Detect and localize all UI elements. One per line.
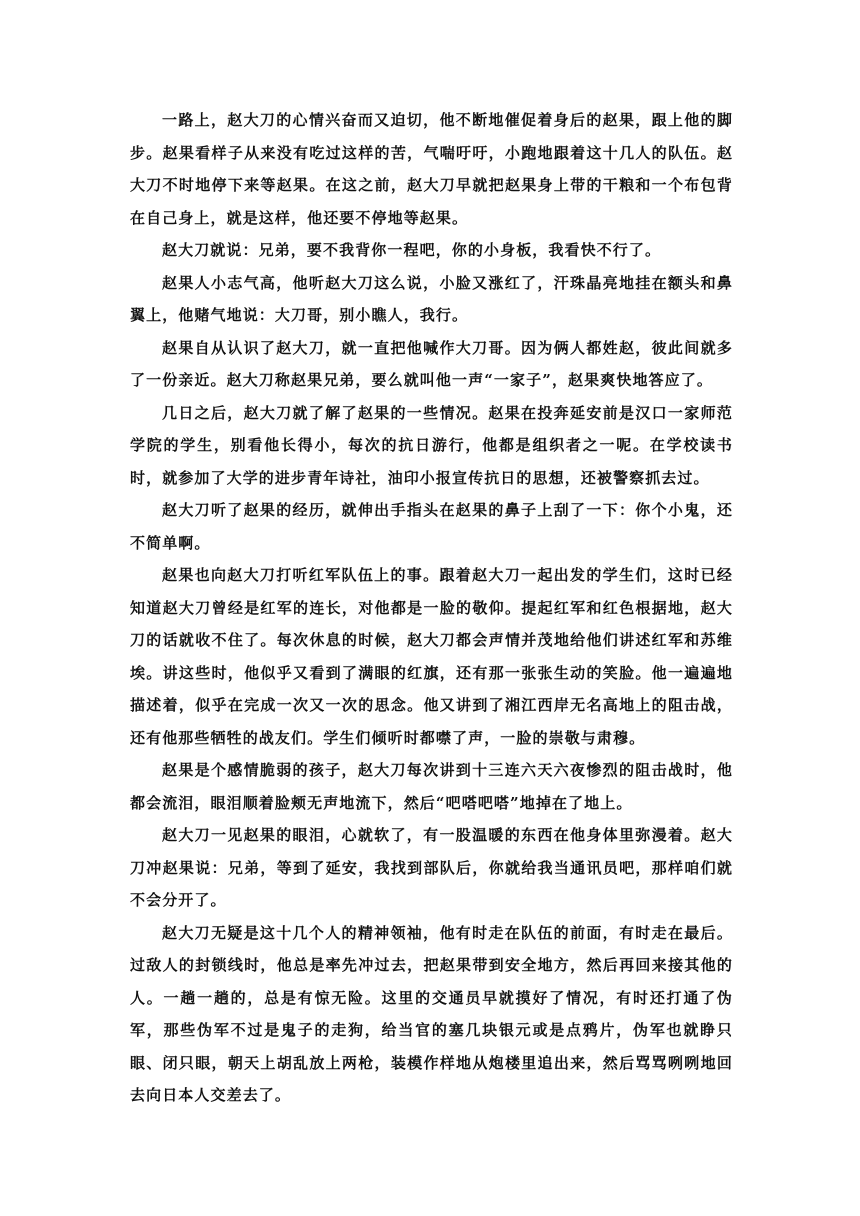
paragraph-7: 赵果也向赵大刀打听红军队伍上的事。跟着赵大刀一起出发的学生们，这时已经知道赵大刀曾经是红军的连长，对他都是一脸的敬仰。提起红军和红色根据地，赵大刀的话就收不住了。每次休息的时候，赵大刀都会声情并茂地给他们讲述红军和苏维埃。讲这些时，他似乎又看到了满眼的红旗，还有那一张张生动的笑脸。他一遍遍地描述着，似乎在完成一次又一次的思念。他又讲到了湘江西岸无名高地上的阻击战，还有他那些牺牲的战友们。学生们倾听时都噤了声，一脸的崇敬与肃穆。 xyxy=(130,566,733,747)
document-page xyxy=(130,104,733,1112)
paragraph-3: 赵果人小志气高，他听赵大刀这么说，小脸又涨红了，汗珠晶亮地挂在额头和鼻翼上，他赌气地说：大刀哥，别小瞧人，我行。 xyxy=(130,273,733,324)
paragraph-1: 一路上，赵大刀的心情兴奋而又迫切，他不断地催促着身后的赵果，跟上他的脚步。赵果看样子从来没有吃过这样的苦，气喘吁吁，小跑地跟着这十几人的队伍。赵大刀不时地停下来等赵果。在这之前，赵大刀早就把赵果身上带的干粮和一个布包背在自己身上，就是这样，他还要不停地等赵果。 xyxy=(130,111,733,227)
paragraph-8: 赵果是个感情脆弱的孩子，赵大刀每次讲到十三连六天六夜惨烈的阻击战时，他都会流泪，眼泪顺着脸颊无声地流下，然后“吧嗒吧嗒”地掉在了地上。 xyxy=(130,761,733,812)
paragraph-6: 赵大刀听了赵果的经历，就伸出手指头在赵果的鼻子上刮了一下：你个小鬼，还不简单啊。 xyxy=(130,501,733,552)
paragraph-4: 赵果自从认识了赵大刀，就一直把他喊作大刀哥。因为俩人都姓赵，彼此间就多了一份亲近。赵大刀称赵果兄弟，要么就叫他一声“一家子”，赵果爽快地答应了。 xyxy=(130,338,733,389)
paragraph-5: 几日之后，赵大刀就了解了赵果的一些情况。赵果在投奔延安前是汉口一家师范学院的学生，别看他长得小，每次的抗日游行，他都是组织者之一呢。在学校读书时，就参加了大学的进步青年诗社，油印小报宣传抗日的思想，还被警察抓去过。 xyxy=(130,403,733,487)
paragraph-10: 赵大刀无疑是这十几个人的精神领袖，他有时走在队伍的前面，有时走在最后。过敌人的封锁线时，他总是率先冲过去，把赵果带到安全地方，然后再回来接其他的人。一趟一趟的，总是有惊无险。这里的交通员早就摸好了情况，有时还打通了伪军，那些伪军不过是鬼子的走狗，给当官的塞几块银元或是点鸦片，伪军也就睁只眼、闭只眼，朝天上胡乱放上两枪，装模作样地从炮楼里追出来，然后骂骂咧咧地回去向日本人交差去了。 xyxy=(130,923,733,1104)
paragraph-9: 赵大刀一见赵果的眼泪，心就软了，有一股温暖的东西在他身体里弥漫着。赵大刀冲赵果说：兄弟，等到了延安，我找到部队后，你就给我当通讯员吧，那样咱们就不会分开了。 xyxy=(130,826,733,909)
paragraph-2: 赵大刀就说：兄弟，要不我背你一程吧，你的小身板，我看快不行了。 xyxy=(162,241,662,259)
